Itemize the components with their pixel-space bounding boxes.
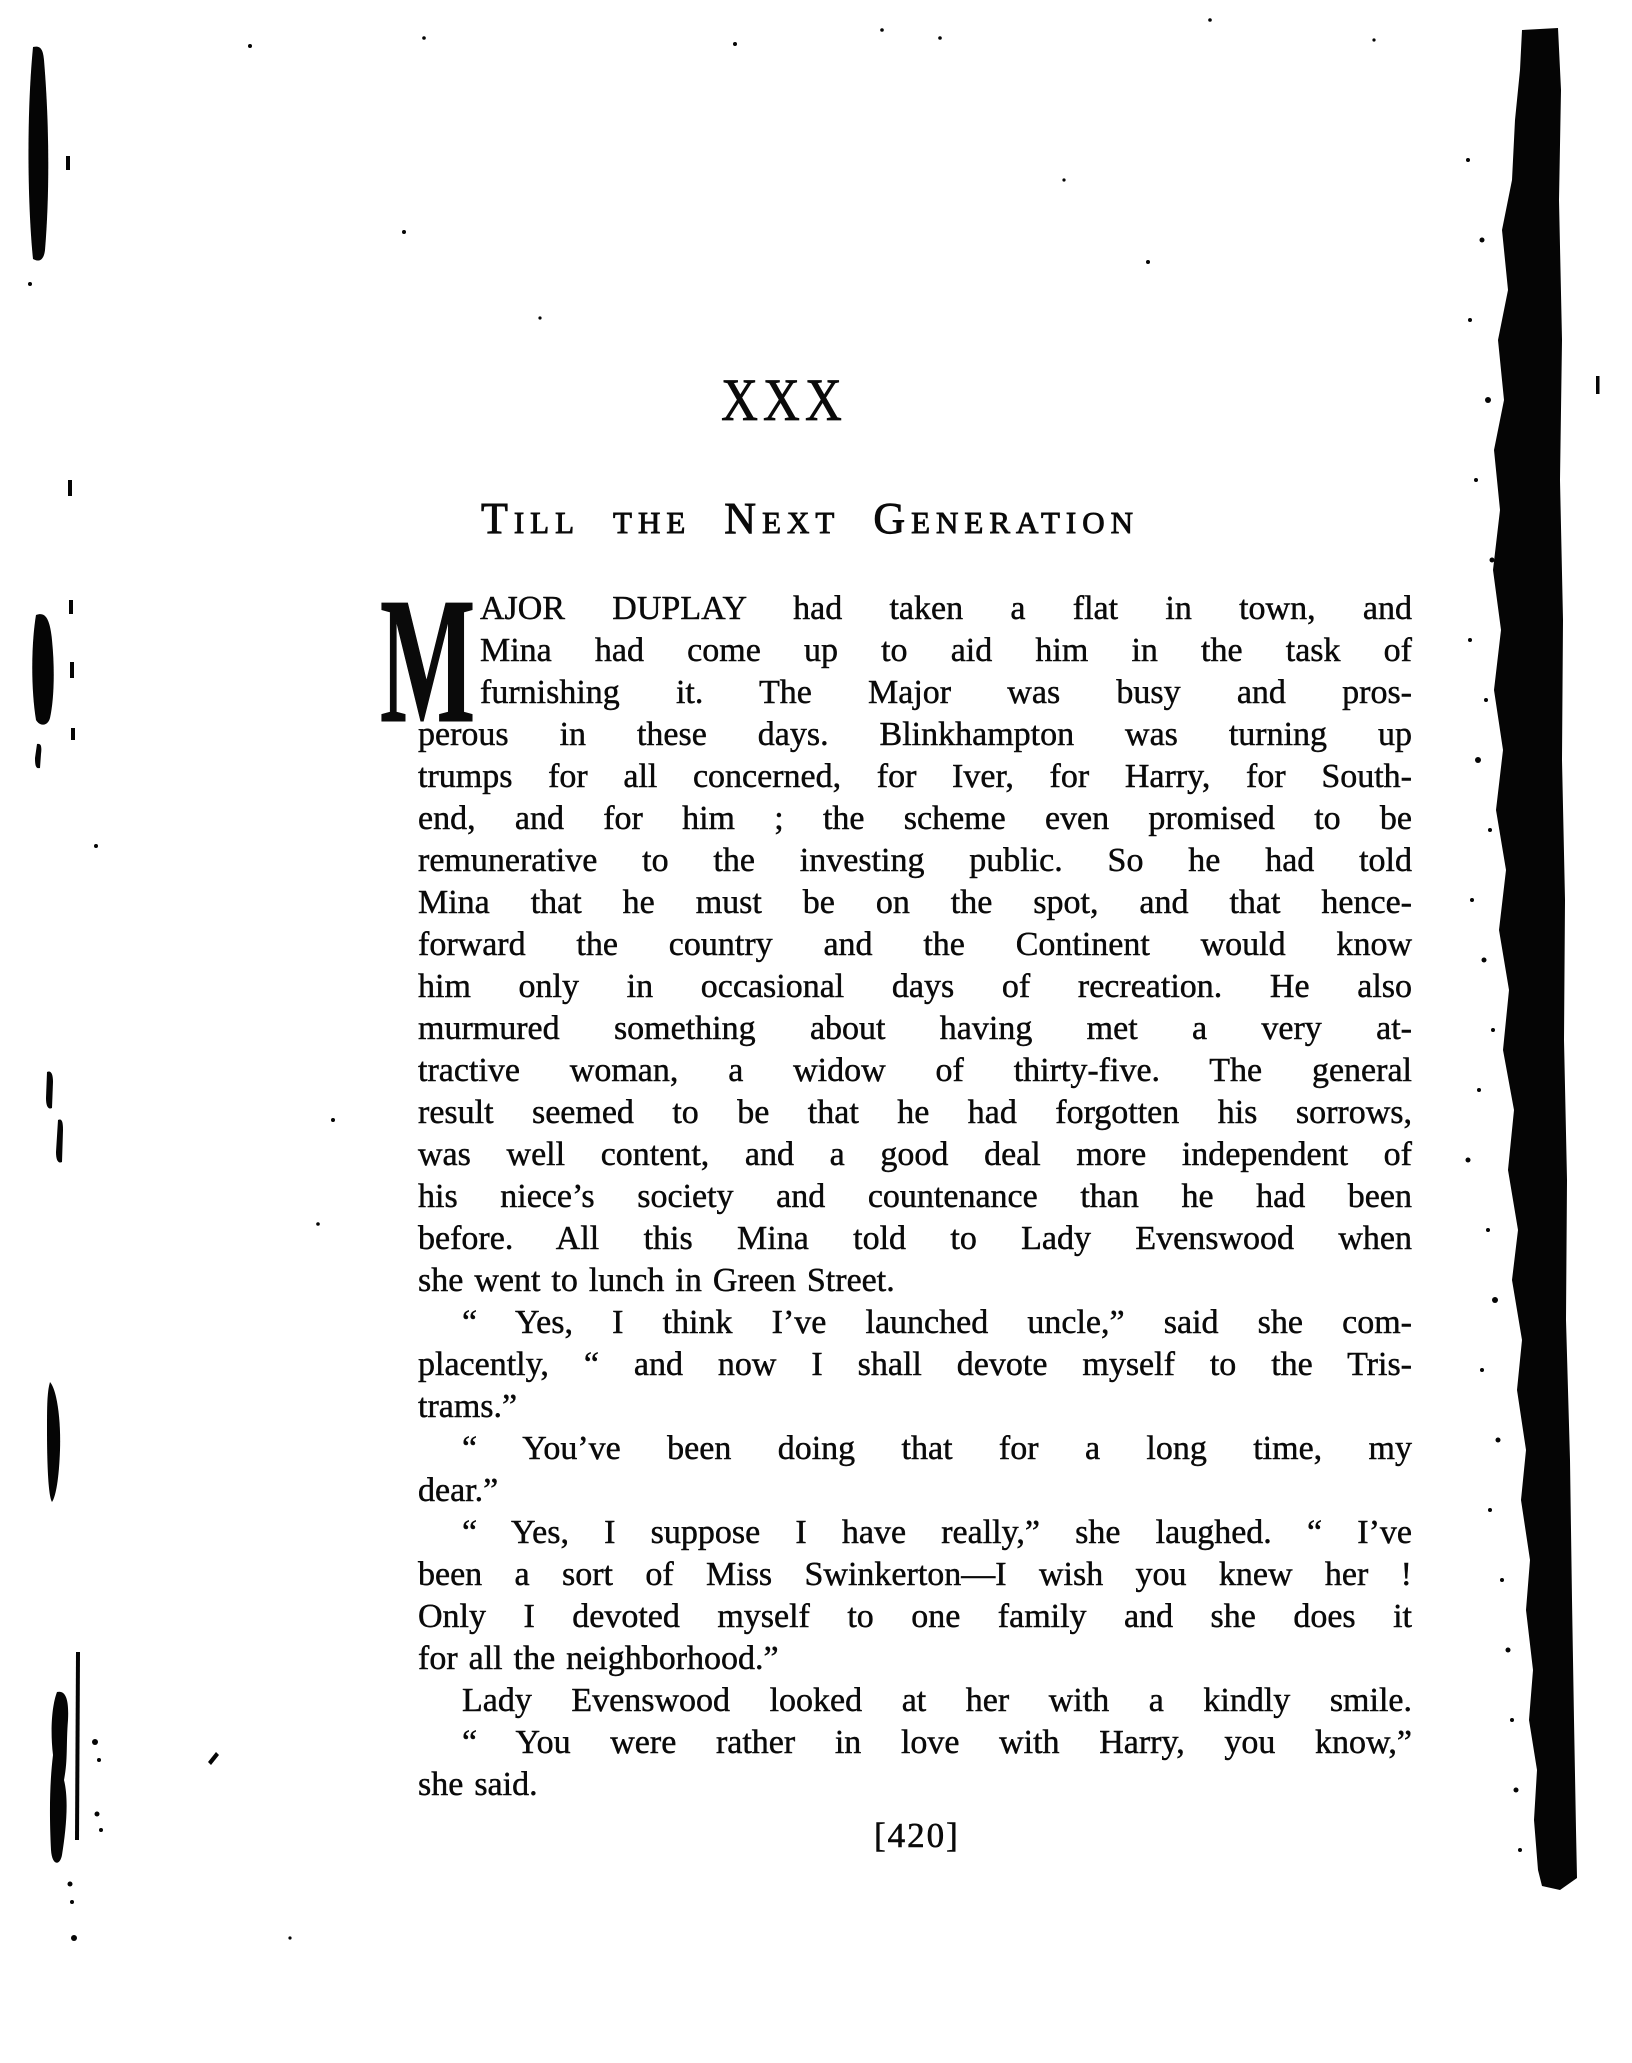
body-line: was well content, and a good deal more independent of bbox=[418, 1136, 1412, 1173]
binding-marks bbox=[28, 47, 219, 1941]
body-line: for all the neighborhood.” bbox=[418, 1640, 779, 1677]
body-line: placently, “ and now I shall devote myself to the Tris- bbox=[418, 1346, 1412, 1383]
body-line: dear.” bbox=[418, 1472, 499, 1509]
scan-noise-speckles bbox=[1466, 158, 1600, 1852]
body-line: trams.” bbox=[418, 1388, 518, 1425]
body-line: “ You were rather in love with Harry, you know,” bbox=[462, 1724, 1412, 1761]
body-line: perous in these days. Blinkhampton was turning up bbox=[418, 716, 1412, 753]
body-line: Only I devoted myself to one family and she does it bbox=[418, 1598, 1412, 1635]
chapter-title: Till the Next Generation bbox=[480, 494, 1140, 543]
body-line: his niece’s society and countenance than he had been bbox=[418, 1178, 1412, 1215]
body-line: Mina had come up to aid him in the task of bbox=[480, 632, 1412, 669]
body-line: she said. bbox=[418, 1766, 538, 1803]
body-lines bbox=[418, 588, 1412, 1806]
body-line: tractive woman, a widow of thirty-five. The general bbox=[418, 1052, 1412, 1089]
body-line: him only in occasional days of recreation. He also bbox=[418, 968, 1412, 1005]
chapter-number: XXX bbox=[721, 367, 847, 433]
body-line: Mina that he must be on the spot, and that hence- bbox=[418, 884, 1412, 921]
page-number: [420] bbox=[874, 1816, 960, 1855]
body-line: “ Yes, I think I’ve launched uncle,” said she com- bbox=[462, 1304, 1412, 1341]
body-line: “ You’ve been doing that for a long time, my bbox=[462, 1430, 1412, 1467]
body-line: forward the country and the Continent would know bbox=[418, 926, 1412, 963]
body-line: remunerative to the investing public. So he had told bbox=[418, 842, 1412, 879]
body-line: furnishing it. The Major was busy and pros- bbox=[480, 674, 1412, 711]
body-line: Lady Evenswood looked at her with a kindly smile. bbox=[462, 1682, 1412, 1719]
body-line: murmured something about having met a very at- bbox=[418, 1010, 1412, 1047]
body-text bbox=[380, 561, 1412, 1806]
drop-cap: M bbox=[380, 561, 476, 760]
body-line: she went to lunch in Green Street. bbox=[418, 1262, 895, 1299]
body-line: trumps for all concerned, for Iver, for Harry, for South- bbox=[418, 758, 1412, 795]
scan-gutter-shadow bbox=[1493, 28, 1577, 1890]
body-line: been a sort of Miss Swinkerton—I wish you knew her ! bbox=[418, 1556, 1412, 1593]
body-line: result seemed to be that he had forgotten his sorrows, bbox=[418, 1094, 1412, 1131]
body-line: end, and for him ; the scheme even promised to be bbox=[418, 800, 1412, 837]
body-line: “ Yes, I suppose I have really,” she laughed. “ I’ve bbox=[462, 1514, 1412, 1551]
body-line: before. All this Mina told to Lady Evenswood when bbox=[418, 1220, 1412, 1257]
body-line: AJOR DUPLAY had taken a flat in town, and bbox=[480, 590, 1412, 627]
